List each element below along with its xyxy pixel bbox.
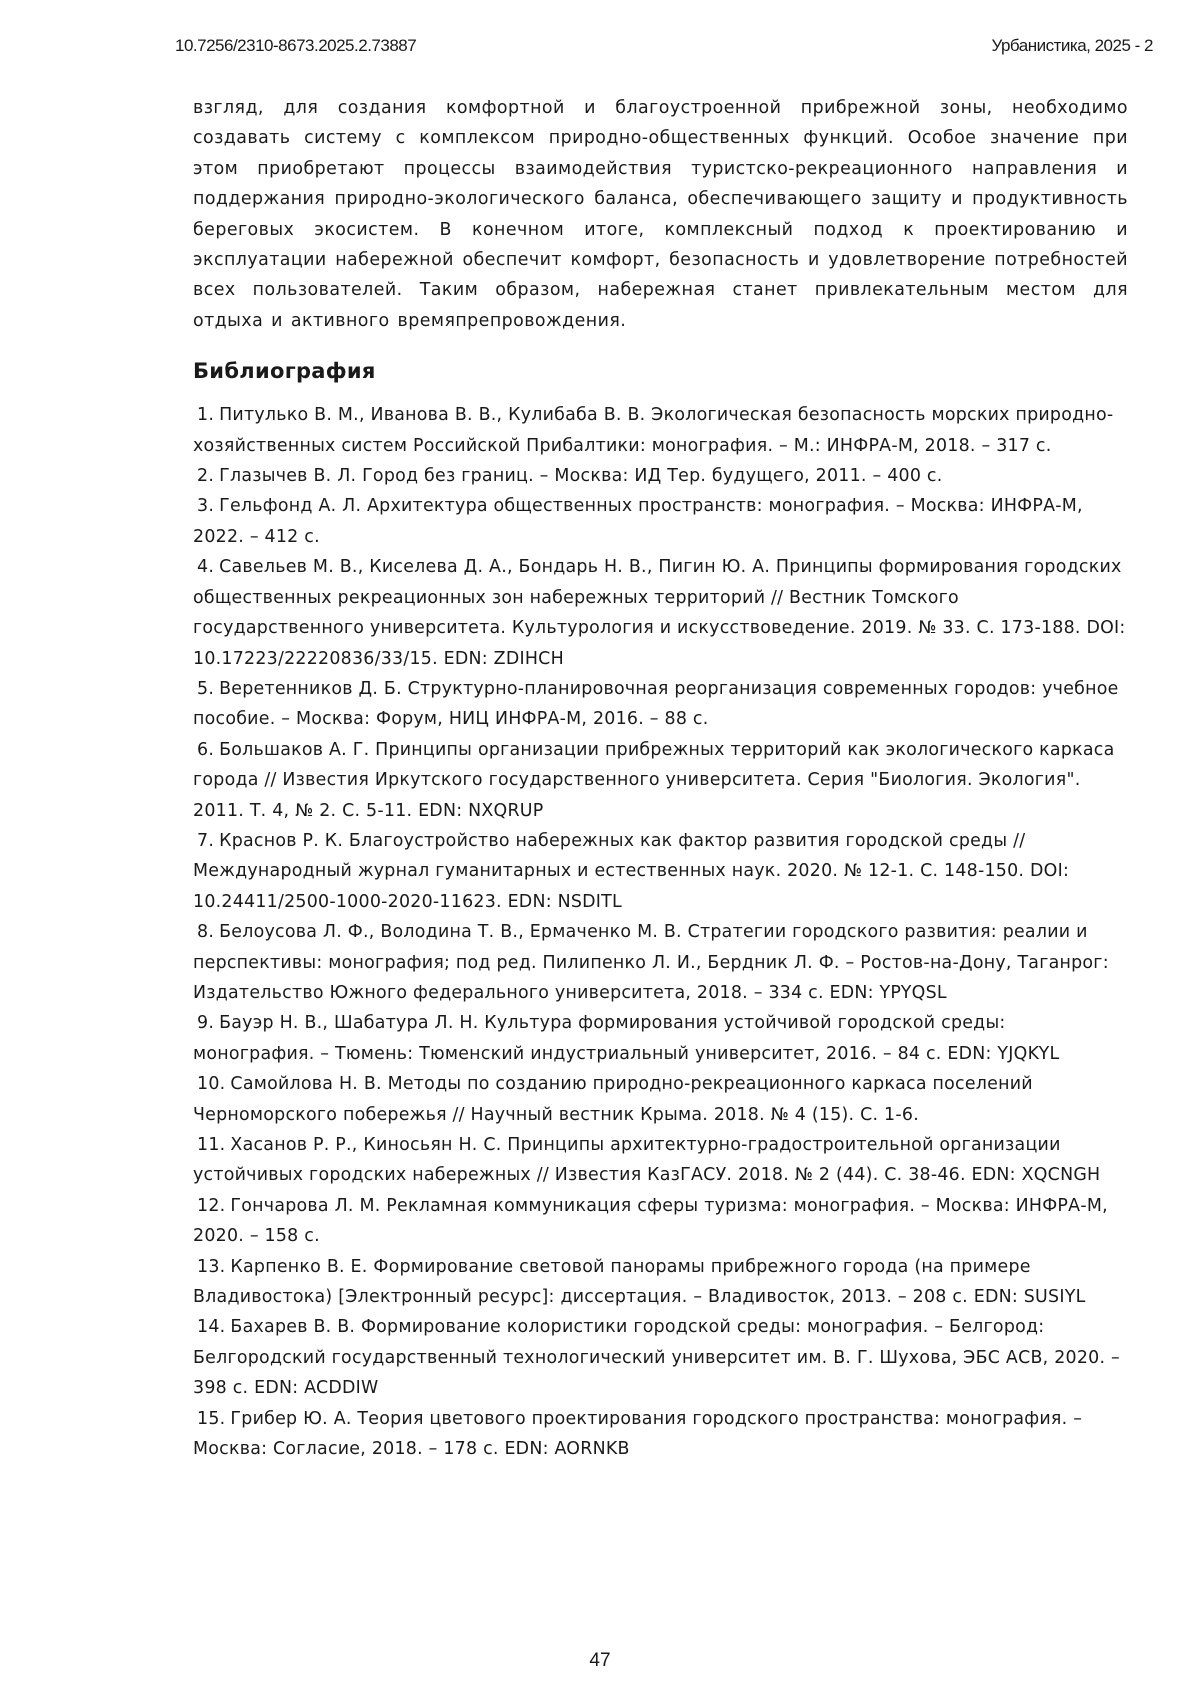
reference-text: Краснов Р. К. Благоустройство набережных как фактор развития городской среды // Международный журнал гуманитарных и естественных наук. 2020. № 12-1. С. 148-150. DOI: 10.24411/2500-1000-2020-11623. EDN: NSDITL bbox=[193, 831, 1069, 912]
reference-text: Савельев М. В., Киселева Д. А., Бондарь Н. В., Пигин Ю. А. Принципы формирования городских общественных рекреационных зон набережных территорий // Вестник Томского государственного университета. Культурология и искусствоведение. 2019. № 33. С. 173-188. DOI: 10.17223/22220836/33/15. EDN: ZDIHCH bbox=[193, 557, 1126, 668]
reference-item bbox=[193, 674, 1128, 735]
intro-paragraph: взгляд, для создания комфортной и благоустроенной прибрежной зоны, необходимо создавать систему с комплексом природно-общественных функций. Особое значение при этом приобретают процессы взаимодействия туристско-рекреационного направления и поддержания природно-экологического баланса, обеспечивающего защиту и продуктивность береговых экосистем. В конечном итоге, комплексный подход к проектированию и эксплуатации набережной обеспечит комфорт, безопасность и удовлетворение потребностей всех пользователей. Таким образом, набережная станет привлекательным местом для отдыха и активного времяпрепровождения. bbox=[193, 93, 1128, 336]
reference-number: 14. bbox=[197, 1317, 225, 1337]
reference-text: Бауэр Н. В., Шабатура Л. Н. Культура формирования устойчивой городской среды: монография. – Тюмень: Тюменский индустриальный университет, 2016. – 84 с. EDN: YJQKYL bbox=[193, 1013, 1059, 1063]
reference-text: Глазычев В. Л. Город без границ. – Москва: ИД Тер. будущего, 2011. – 400 с. bbox=[219, 466, 942, 486]
reference-text: Питулько В. М., Иванова В. В., Кулибаба В. В. Экологическая безопасность морских природно-хозяйственных систем Российской Прибалтики: монография. – М.: ИНФРА-М, 2018. – 317 с. bbox=[193, 405, 1113, 455]
reference-number: 5. bbox=[197, 679, 214, 699]
doi-label: 10.7256/2310-8673.2025.2.73887 bbox=[175, 36, 416, 56]
reference-item bbox=[193, 1069, 1128, 1130]
reference-number: 15. bbox=[197, 1409, 225, 1429]
reference-number: 1. bbox=[197, 405, 214, 425]
reference-text: Белоусова Л. Ф., Володина Т. В., Ермаченко М. В. Стратегии городского развития: реалии и перспективы: монография; под ред. Пилипенко Л. И., Бердник Л. Ф. – Ростов-на-Дону, Таганрог: Издательство Южного федерального университета, 2018. – 334 с. EDN: YPYQSL bbox=[193, 922, 1109, 1003]
bibliography-heading: Библиография bbox=[193, 356, 1128, 386]
reference-number: 11. bbox=[197, 1135, 225, 1155]
reference-text: Веретенников Д. Б. Структурно-планировочная реорганизация современных городов: учебное пособие. – Москва: Форум, НИЦ ИНФРА-М, 2016. – 88 с. bbox=[193, 679, 1119, 729]
reference-item bbox=[193, 826, 1128, 917]
reference-text: Большаков А. Г. Принципы организации прибрежных территорий как экологического каркаса города // Известия Иркутского государственного университета. Серия "Биология. Экология". 2011. Т. 4, № 2. С. 5-11. EDN: NXQRUP bbox=[193, 740, 1115, 821]
reference-text: Карпенко В. Е. Формирование световой панорамы прибрежного города (на примере Владивостока) [Электронный ресурс]: диссертация. – Владивосток, 2013. – 208 с. EDN: SUSIYL bbox=[193, 1257, 1086, 1307]
reference-item bbox=[193, 552, 1128, 674]
reference-item bbox=[193, 1130, 1128, 1191]
reference-item bbox=[193, 491, 1128, 552]
reference-text: Грибер Ю. А. Теория цветового проектирования городского пространства: монография. – Москва: Согласие, 2018. – 178 с. EDN: AORNKB bbox=[193, 1409, 1082, 1459]
reference-text: Гельфонд А. Л. Архитектура общественных пространств: монография. – Москва: ИНФРА-М, 2022. – 412 с. bbox=[193, 496, 1083, 546]
journal-issue-label: Урбанистика, 2025 - 2 bbox=[991, 36, 1153, 56]
reference-text: Самойлова Н. В. Методы по созданию природно-рекреационного каркаса поселений Черноморского побережья // Научный вестник Крыма. 2018. № 4 (15). С. 1-6. bbox=[193, 1074, 1033, 1124]
reference-number: 8. bbox=[197, 922, 214, 942]
page-number: 47 bbox=[0, 1650, 1200, 1672]
reference-number: 7. bbox=[197, 831, 214, 851]
reference-item bbox=[193, 1191, 1128, 1252]
page-header bbox=[175, 36, 1153, 60]
reference-number: 13. bbox=[197, 1257, 225, 1277]
bibliography-list bbox=[193, 400, 1128, 1464]
reference-item bbox=[193, 400, 1128, 461]
reference-number: 9. bbox=[197, 1013, 214, 1033]
article-body bbox=[193, 93, 1128, 1464]
reference-item bbox=[193, 917, 1128, 1008]
reference-number: 4. bbox=[197, 557, 214, 577]
reference-item bbox=[193, 735, 1128, 826]
reference-number: 3. bbox=[197, 496, 214, 516]
reference-item bbox=[193, 1312, 1128, 1403]
reference-number: 2. bbox=[197, 466, 214, 486]
reference-number: 12. bbox=[197, 1196, 225, 1216]
reference-item bbox=[193, 461, 1128, 491]
reference-text: Бахарев В. В. Формирование колористики городской среды: монография. – Белгород: Белгородский государственный технологический университет им. В. Г. Шухова, ЭБС АСВ, 2020. – 398 с. EDN: ACDDIW bbox=[193, 1317, 1120, 1398]
reference-item bbox=[193, 1404, 1128, 1465]
reference-item bbox=[193, 1008, 1128, 1069]
reference-text: Хасанов Р. Р., Киносьян Н. С. Принципы архитектурно-градостроительной организации устойчивых городских набережных // Известия КазГАСУ. 2018. № 2 (44). С. 38-46. EDN: XQCNGH bbox=[193, 1135, 1100, 1185]
reference-number: 10. bbox=[197, 1074, 225, 1094]
reference-number: 6. bbox=[197, 740, 214, 760]
reference-text: Гончарова Л. М. Рекламная коммуникация сферы туризма: монография. – Москва: ИНФРА-М, 2020. – 158 с. bbox=[193, 1196, 1108, 1246]
reference-item bbox=[193, 1252, 1128, 1313]
